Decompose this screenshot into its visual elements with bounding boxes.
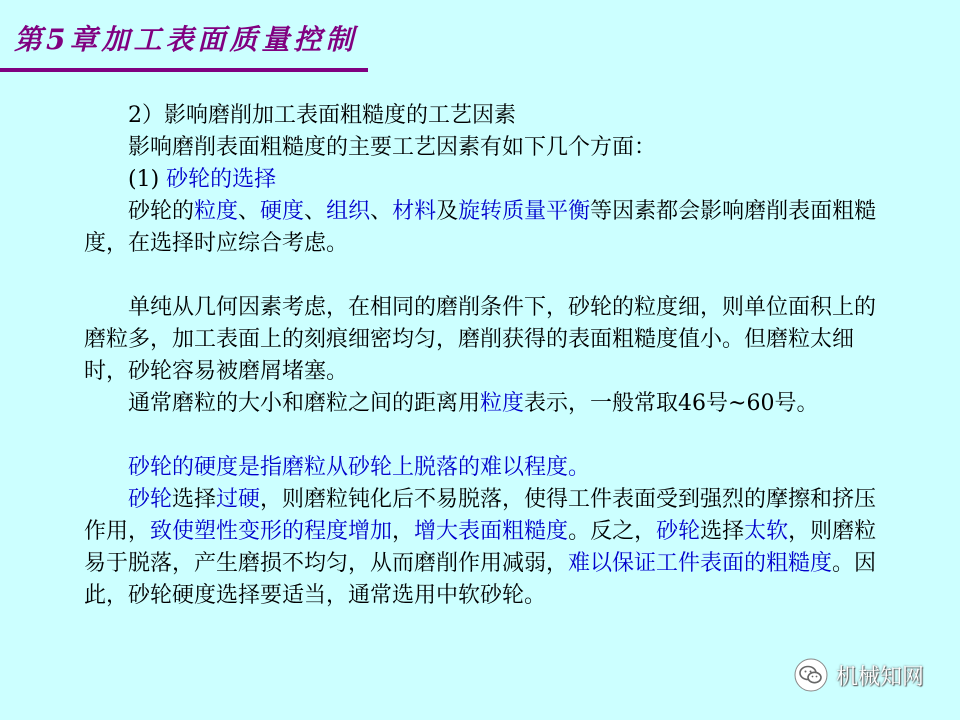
body-text: 2）影响磨削加工表面粗糙度的工艺因素 <box>128 103 516 128</box>
body-text: ，则磨粒钝化后不易脱落，使得工件表面受到强烈的摩擦和挤压作用， <box>84 487 877 544</box>
body-text: ，则磨粒易于脱落，产生磨损不均匀，从而磨削作用减弱， <box>84 519 877 576</box>
body-text: 。反之， <box>568 519 657 544</box>
highlighted-text: 致使塑性变形的程度增加 <box>150 519 393 544</box>
highlighted-text: 组织 <box>326 199 371 224</box>
highlighted-text: 粒度 <box>194 199 239 224</box>
slide-body <box>84 100 884 612</box>
paragraph-gap <box>84 420 884 452</box>
body-paragraph <box>84 164 884 196</box>
body-text: 及 <box>436 199 459 224</box>
wechat-logo-icon <box>794 658 828 692</box>
body-text: 、 <box>370 199 393 224</box>
body-text: 影响磨削表面粗糙度的主要工艺因素有如下几个方面： <box>128 135 657 160</box>
highlighted-text: 砂轮 <box>128 487 173 512</box>
body-paragraph <box>84 100 884 132</box>
paragraph-gap <box>84 260 884 292</box>
body-paragraph <box>84 196 884 260</box>
highlighted-text: 难以保证工件表面的粗糙度 <box>568 551 833 576</box>
body-text: 通常磨粒的大小和磨粒之间的距离用 <box>128 391 481 416</box>
highlighted-text: 粒度 <box>480 391 525 416</box>
body-text: 、 <box>238 199 261 224</box>
body-text: 单纯从几何因素考虑，在相同的磨削条件下，砂轮的粒度细，则单位面积上的磨粒多，加工表面上的刻痕细密均匀，磨削获得的表面粗糙度值小。但磨粒太细时，砂轮容易被磨屑堵塞。 <box>84 295 877 384</box>
slide-title: 第5章加工表面质量控制 <box>14 23 358 56</box>
highlighted-text: 旋转质量平衡 <box>458 199 591 224</box>
body-text: ， <box>392 519 415 544</box>
body-paragraph <box>84 292 884 388</box>
highlighted-text: 砂轮的选择 <box>166 167 277 192</box>
body-text: 、 <box>304 199 327 224</box>
body-text: 选择 <box>700 519 745 544</box>
body-paragraph <box>84 452 884 484</box>
highlighted-text: 硬度 <box>260 199 305 224</box>
body-paragraph <box>84 132 884 164</box>
highlighted-text: 砂轮 <box>656 519 701 544</box>
body-text: (1) <box>128 167 167 192</box>
body-text: 选择 <box>172 487 217 512</box>
body-text: 砂轮的 <box>128 199 195 224</box>
body-text: 等因素都会影响磨削表面粗糙度，在选择时应综合考虑。 <box>84 199 877 256</box>
highlighted-text: 增大表面粗糙度 <box>414 519 569 544</box>
body-text: 表示，一般常取46号~60号。 <box>524 391 819 416</box>
body-paragraph <box>84 388 884 420</box>
watermark <box>794 658 924 692</box>
highlighted-text: 砂轮的硬度是指磨粒从砂轮上脱落的难以程度。 <box>128 455 591 480</box>
watermark-text: 机械知网 <box>835 664 924 690</box>
highlighted-text: 材料 <box>392 199 437 224</box>
title-underline <box>0 68 368 72</box>
body-paragraph <box>84 484 884 612</box>
body-text: 。因此，砂轮硬度选择要适当，通常选用中软砂轮。 <box>84 551 877 608</box>
highlighted-text: 太软 <box>744 519 789 544</box>
highlighted-text: 过硬 <box>216 487 261 512</box>
